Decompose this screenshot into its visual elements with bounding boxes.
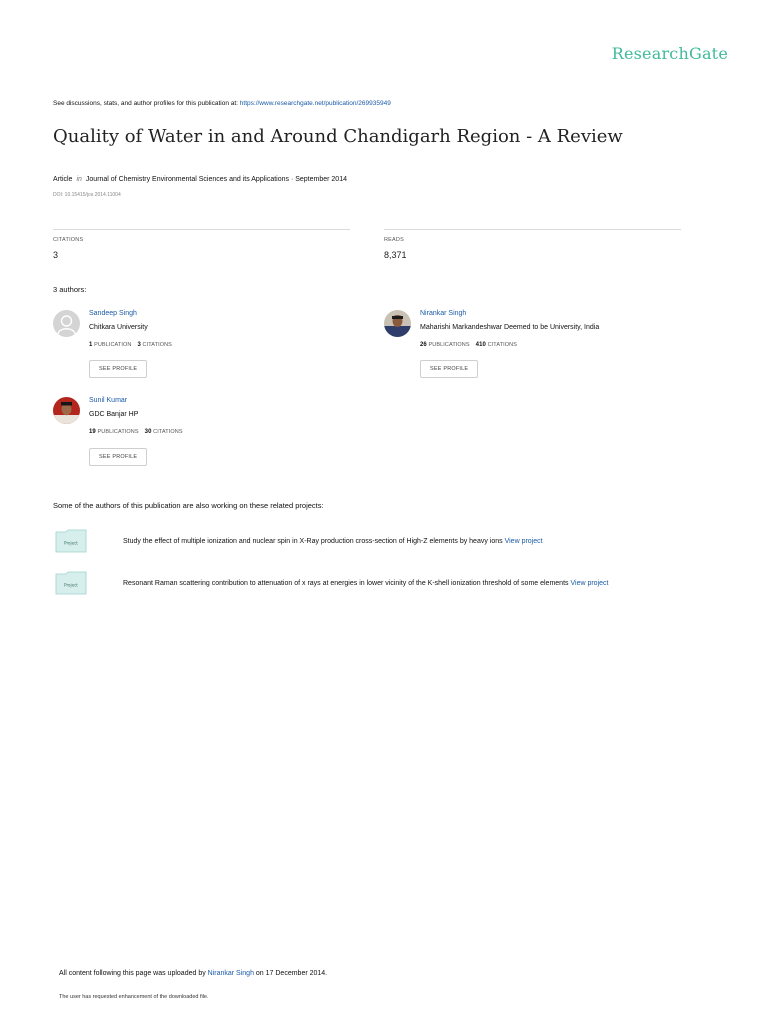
reads-divider [384, 229, 681, 230]
reads-label: READS [384, 237, 404, 243]
publication-title: Quality of Water in and Around Chandigarh Region - A Review [53, 126, 623, 147]
author-photo-avatar[interactable] [53, 397, 80, 424]
project-description: Study the effect of multiple ionization and nuclear spin in X-Ray production cross-section of High-Z elements by heavy ions [123, 538, 503, 545]
see-profile-button[interactable]: SEE PROFILE [89, 448, 147, 466]
publication-url-link[interactable]: https://www.researchgate.net/publication/269935949 [239, 100, 391, 107]
author-institution: Maharishi Markandeshwar Deemed to be University, India [420, 324, 600, 331]
uploader-link[interactable]: Nirankar Singh [207, 970, 254, 977]
see-profile-button[interactable]: SEE PROFILE [420, 360, 478, 378]
author-stats: 19 PUBLICATIONS 30 CITATIONS [89, 429, 183, 435]
authors-heading: 3 authors: [53, 285, 87, 294]
author-name-link[interactable]: Sunil Kumar [89, 397, 128, 404]
author-name-link[interactable]: Nirankar Singh [420, 310, 467, 317]
citations-value: 3 [53, 250, 59, 260]
discussion-prefix: See discussions, stats, and author profiles for this publication at: [53, 100, 240, 107]
reads-value: 8,371 [384, 250, 407, 260]
placeholder-avatar-icon[interactable] [53, 310, 80, 337]
author-stats: 1 PUBLICATION 3 CITATIONS [89, 342, 172, 348]
article-type: Article [53, 176, 73, 183]
author-institution: Chitkara University [89, 324, 148, 331]
view-project-link[interactable]: View project [504, 538, 543, 545]
article-info [53, 176, 347, 183]
project-description: Resonant Raman scattering contribution to attenuation of x rays at energies in lower vicinity of the K-shell ionization threshold of some elements [123, 580, 569, 587]
citations-divider [53, 229, 350, 230]
citations-label: CITATIONS [53, 237, 84, 243]
author-institution: GDC Banjar HP [89, 411, 139, 418]
related-projects-heading: Some of the authors of this publication are also working on these related projects: [53, 501, 324, 510]
discussion-line [53, 100, 391, 107]
project-folder-icon[interactable] [55, 571, 87, 595]
author-name-link[interactable]: Sandeep Singh [89, 310, 137, 317]
view-project-link[interactable]: View project [570, 580, 609, 587]
project-item [123, 538, 543, 545]
upload-prefix: All content following this page was uploaded by [59, 970, 208, 977]
project-folder-icon[interactable] [55, 529, 87, 553]
svg-text:Project: Project [64, 582, 78, 588]
enhancement-notice: The user has requested enhancement of the downloaded file. [59, 994, 209, 1000]
in-word: in [76, 176, 82, 183]
journal-and-date[interactable]: Journal of Chemistry Environmental Sciences and its Applications · September 2014 [85, 176, 347, 183]
author-photo-avatar[interactable] [384, 310, 411, 337]
upload-suffix: on 17 December 2014. [253, 970, 328, 977]
svg-text:Project: Project [64, 540, 78, 546]
project-item [123, 580, 608, 587]
author-stats: 26 PUBLICATIONS 410 CITATIONS [420, 342, 518, 348]
see-profile-button[interactable]: SEE PROFILE [89, 360, 147, 378]
researchgate-logo[interactable]: ResearchGate [611, 44, 728, 63]
upload-notice [59, 970, 327, 977]
doi-text: DOI: 10.15415/jce.2014.11004 [53, 192, 121, 198]
